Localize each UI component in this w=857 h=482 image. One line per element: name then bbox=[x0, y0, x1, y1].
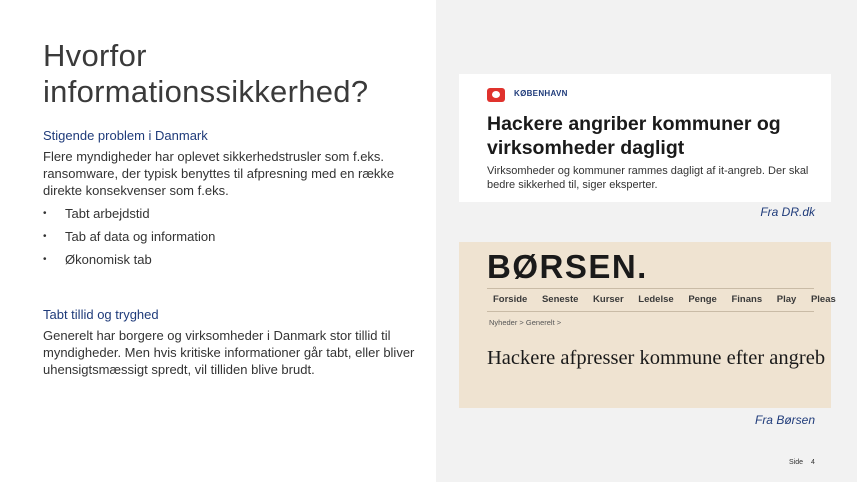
borsen-caption: Fra Børsen bbox=[754, 413, 815, 427]
section-heading-problem: Stigende problem i Danmark bbox=[43, 128, 208, 143]
list-item bbox=[43, 228, 215, 251]
nav-divider bbox=[487, 311, 814, 312]
dr-subtext: Virksomheder og kommuner rammes dagligt af it-angreb. Der skal bedre sikkerhed til, siger eksperter. bbox=[487, 165, 809, 191]
page-number bbox=[789, 459, 815, 466]
page-label: Side bbox=[789, 459, 804, 466]
list-item bbox=[43, 205, 215, 228]
right-panel bbox=[436, 0, 857, 482]
nav-item: Pleas bbox=[810, 294, 836, 305]
dr-region-label: KØBENHAVN bbox=[514, 89, 568, 98]
nav-divider bbox=[487, 288, 814, 289]
dr-caption: Fra DR.dk bbox=[760, 205, 815, 219]
bullet-icon: • bbox=[43, 254, 47, 265]
borsen-logo: BØRSEN. bbox=[487, 248, 648, 285]
nav-item: Kurser bbox=[593, 294, 624, 305]
borsen-nav bbox=[493, 294, 848, 305]
consequence-list bbox=[43, 205, 215, 274]
section-text-problem: Flere myndigheder har oplevet sikkerhedstrusler som f.eks. ransomware, der typisk benyttes til afpresning med en række direkte konsekvenser som f.eks. bbox=[43, 149, 395, 198]
nav-item: Penge bbox=[688, 294, 717, 305]
nav-item: Seneste bbox=[541, 294, 579, 305]
bullet-icon: • bbox=[43, 208, 47, 219]
list-item bbox=[43, 251, 215, 274]
slide-title: Hvorfor informationssikkerhed? bbox=[43, 38, 369, 109]
borsen-breadcrumb: Nyheder > Generelt > bbox=[489, 318, 562, 327]
dr-news-card bbox=[459, 74, 831, 202]
nav-item: Play bbox=[776, 294, 797, 305]
dr-logo-icon bbox=[487, 88, 505, 102]
bullet-text: Tabt arbejdstid bbox=[65, 206, 150, 221]
bullet-icon: • bbox=[43, 231, 47, 242]
page-value: 4 bbox=[810, 459, 815, 466]
section-text-trust: Generelt har borgere og virksomheder i Danmark stor tillid til myndigheder. Men hvis kritiske informationer går tabt, eller bliver uhensigtsmæssigt spredt, vil tilliden blive brudt. bbox=[43, 328, 415, 377]
dr-headline: Hackere angriber kommuner og virksomheder dagligt bbox=[487, 113, 781, 159]
section-heading-trust: Tabt tillid og tryghed bbox=[43, 307, 159, 322]
nav-item: Forside bbox=[493, 294, 528, 305]
nav-item: Ledelse bbox=[638, 294, 674, 305]
borsen-headline: Hackere afpresser kommune efter angreb bbox=[487, 347, 826, 369]
bullet-text: Økonomisk tab bbox=[65, 252, 152, 267]
nav-item: Finans bbox=[731, 294, 763, 305]
bullet-text: Tab af data og information bbox=[65, 229, 216, 244]
borsen-news-card bbox=[459, 242, 836, 408]
